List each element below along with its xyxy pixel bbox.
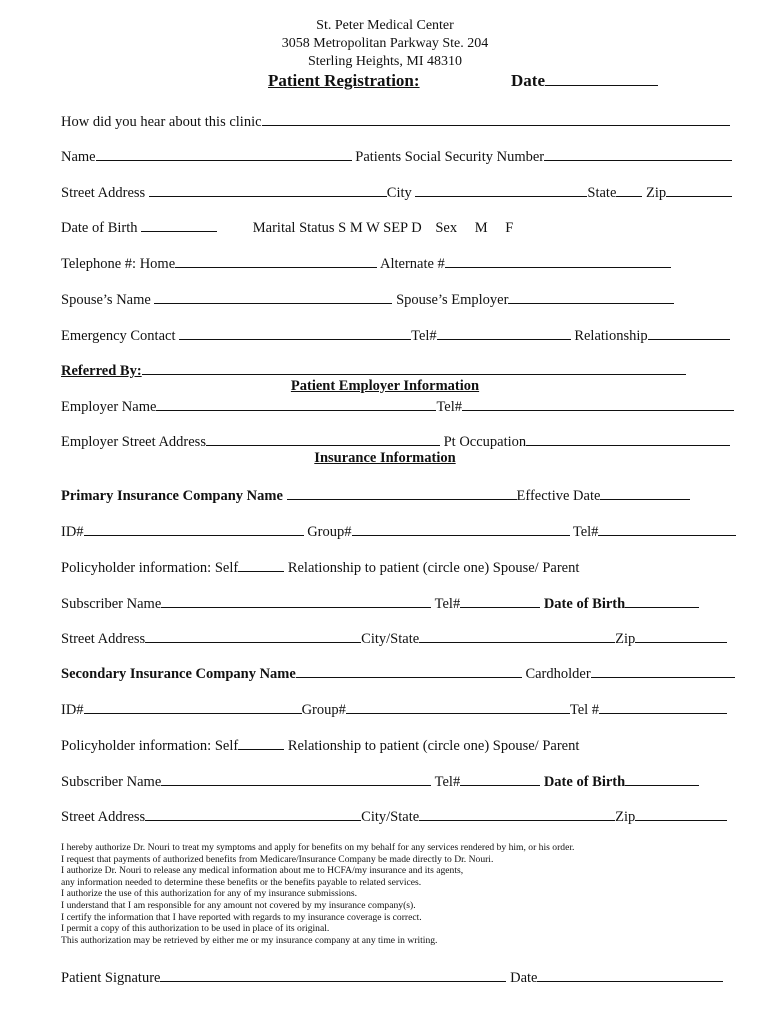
insurance-heading: Insurance Information	[314, 450, 456, 466]
employer-tel-label: Tel#	[436, 399, 462, 415]
primary-policyholder-label: Policyholder information: Self	[61, 560, 239, 576]
telephone-row	[61, 253, 671, 273]
tel-home-field[interactable]	[175, 253, 377, 268]
secondary-sub-zip-label: Zip	[615, 809, 636, 825]
primary-sub-dob-label: Date of Birth	[543, 596, 626, 612]
sex-option-f[interactable]: F	[505, 220, 514, 236]
effective-date-label: Effective Date	[516, 488, 601, 504]
form-date-field[interactable]	[545, 71, 658, 86]
employer-street-label: Employer Street Address	[61, 434, 206, 450]
name-label: Name	[61, 149, 96, 165]
signature-field[interactable]	[160, 967, 506, 982]
secondary-sub-tel-field[interactable]	[460, 771, 540, 786]
form-date-label: Date	[511, 71, 545, 90]
secondary-insurance-label: Secondary Insurance Company Name	[61, 666, 296, 682]
referred-row	[61, 360, 686, 380]
secondary-sub-street-field[interactable]	[145, 806, 361, 821]
secondary-relationship-label[interactable]: Relationship to patient (circle one) Spouse/ Parent	[287, 738, 580, 754]
primary-tel-label: Tel#	[572, 524, 599, 540]
primary-relationship-label[interactable]: Relationship to patient (circle one) Spouse/ Parent	[287, 560, 580, 576]
primary-subscriber-field[interactable]	[161, 593, 431, 608]
secondary-sub-dob-field[interactable]	[625, 771, 699, 786]
secondary-id-label: ID#	[61, 702, 84, 718]
primary-group-field[interactable]	[352, 521, 570, 536]
spouse-name-field[interactable]	[154, 289, 392, 304]
primary-id-field[interactable]	[84, 521, 304, 536]
primary-insurance-label: Primary Insurance Company Name	[61, 488, 283, 504]
legal-line: I certify the information that I have reported with regards to my insurance coverage is correct.	[61, 911, 422, 923]
name-row	[61, 146, 732, 166]
relationship-field[interactable]	[648, 325, 730, 340]
employer-name-row	[61, 396, 734, 416]
hear-about-row	[61, 111, 730, 131]
referred-by-field[interactable]	[142, 360, 686, 375]
form-date	[511, 71, 658, 91]
emergency-tel-label: Tel#	[411, 328, 437, 344]
primary-sub-street-field[interactable]	[145, 628, 361, 643]
primary-subscriber-row	[61, 593, 699, 613]
secondary-policyholder-row	[61, 735, 579, 755]
org-address-line2: Sterling Heights, MI 48310	[308, 54, 462, 69]
secondary-id-field[interactable]	[84, 699, 302, 714]
cardholder-label: Cardholder	[525, 666, 591, 682]
marital-status[interactable]: Marital Status S M W SEP D	[252, 220, 422, 236]
secondary-group-label: Group#	[301, 702, 346, 718]
secondary-id-row	[61, 699, 727, 719]
legal-line: I understand that I am responsible for any amount not covered by my insurance company(s).	[61, 899, 416, 911]
alternate-field[interactable]	[445, 253, 671, 268]
secondary-policyholder-label: Policyholder information: Self	[61, 738, 239, 754]
hear-about-label: How did you hear about this clinic	[61, 114, 262, 130]
secondary-tel-label: Tel #	[569, 702, 600, 718]
secondary-sub-zip-field[interactable]	[635, 806, 727, 821]
employer-heading: Patient Employer Information	[290, 378, 480, 394]
ssn-field[interactable]	[544, 146, 732, 161]
dob-label: Date of Birth	[61, 220, 138, 236]
primary-subscriber-label: Subscriber Name	[61, 596, 162, 612]
primary-sub-address-row	[61, 628, 727, 648]
secondary-group-field[interactable]	[346, 699, 570, 714]
legal-line: any information needed to determine these benefits or the benefits payable to related services.	[61, 876, 422, 888]
secondary-sub-address-row	[61, 806, 727, 826]
primary-sub-tel-label: Tel#	[434, 596, 461, 612]
street-field[interactable]	[149, 182, 387, 197]
emergency-field[interactable]	[179, 325, 411, 340]
zip-field[interactable]	[666, 182, 732, 197]
hear-about-field[interactable]	[262, 111, 730, 126]
secondary-sub-dob-label: Date of Birth	[543, 774, 626, 790]
secondary-sub-city-label: City/State	[361, 809, 420, 825]
secondary-subscriber-field[interactable]	[161, 771, 431, 786]
dob-row	[61, 217, 513, 237]
primary-sub-street-label: Street Address	[61, 631, 146, 647]
legal-line: I authorize the use of this authorization for any of my insurance submissions.	[61, 888, 358, 900]
signature-row	[61, 967, 723, 987]
cardholder-field[interactable]	[591, 663, 735, 678]
effective-date-field[interactable]	[600, 485, 690, 500]
address-row	[61, 182, 732, 202]
primary-sub-zip-field[interactable]	[635, 628, 727, 643]
legal-line: I request that payments of authorized benefits from Medicare/Insurance Company be made directly to Dr. Nouri.	[61, 853, 494, 865]
employer-street-field[interactable]	[206, 431, 440, 446]
authorization-text	[61, 842, 761, 946]
org-address-line1: 3058 Metropolitan Parkway Ste. 204	[281, 36, 489, 51]
primary-sub-city-field[interactable]	[419, 628, 615, 643]
secondary-insurance-field[interactable]	[296, 663, 522, 678]
spouse-employer-field[interactable]	[508, 289, 674, 304]
secondary-subscriber-row	[61, 771, 699, 791]
name-field[interactable]	[96, 146, 352, 161]
primary-tel-field[interactable]	[598, 521, 736, 536]
primary-id-row	[61, 521, 736, 541]
spouse-employer-label: Spouse’s Employer	[396, 292, 509, 308]
sex-label: Sex	[435, 220, 458, 236]
employer-address-row	[61, 431, 730, 451]
signature-label: Patient Signature	[61, 970, 161, 986]
sex-option-m[interactable]: M	[474, 220, 488, 236]
signature-date-field[interactable]	[537, 967, 723, 982]
secondary-subscriber-label: Subscriber Name	[61, 774, 162, 790]
tel-home-label: Telephone #: Home	[61, 256, 176, 272]
referred-by-label: Referred By:	[61, 363, 142, 379]
legal-line: I authorize Dr. Nouri to release any medical information about me to HCFA/my insurance and its agents,	[61, 865, 464, 877]
secondary-self-field[interactable]	[238, 735, 284, 750]
emergency-row	[61, 325, 730, 345]
primary-id-label: ID#	[61, 524, 84, 540]
employer-name-field[interactable]	[156, 396, 436, 411]
occupation-label: Pt Occupation	[443, 434, 527, 450]
spouse-row	[61, 289, 674, 309]
city-field[interactable]	[415, 182, 587, 197]
primary-sub-tel-field[interactable]	[460, 593, 540, 608]
legal-line: I hereby authorize Dr. Nouri to treat my symptoms and apply for benefits on my behalf for any services rendered by him, or his order.	[61, 842, 575, 853]
legal-line: I permit a copy of this authorization to be used in place of its original.	[61, 923, 330, 935]
primary-policyholder-row	[61, 557, 579, 577]
spouse-name-label: Spouse’s Name	[61, 292, 151, 308]
employer-tel-field[interactable]	[462, 396, 734, 411]
secondary-insurance-row	[61, 663, 735, 683]
emergency-tel-field[interactable]	[437, 325, 571, 340]
occupation-field[interactable]	[526, 431, 730, 446]
secondary-sub-city-field[interactable]	[419, 806, 615, 821]
dob-field[interactable]	[141, 217, 217, 232]
zip-label: Zip	[646, 185, 667, 201]
primary-insurance-row	[61, 485, 690, 505]
primary-sub-city-label: City/State	[361, 631, 420, 647]
form-title: Patient Registration:	[268, 71, 420, 90]
secondary-tel-field[interactable]	[599, 699, 727, 714]
city-label: City	[386, 185, 412, 201]
legal-line: This authorization may be retrieved by either me or my insurance company at any time in writing.	[61, 934, 438, 946]
secondary-sub-street-label: Street Address	[61, 809, 146, 825]
state-label: State	[587, 185, 617, 201]
title-row	[0, 71, 770, 93]
secondary-sub-tel-label: Tel#	[434, 774, 461, 790]
primary-sub-dob-field[interactable]	[625, 593, 699, 608]
alternate-label: Alternate #	[379, 256, 445, 272]
primary-group-label: Group#	[307, 524, 352, 540]
org-name: St. Peter Medical Center	[316, 18, 454, 33]
state-field[interactable]	[616, 182, 642, 197]
signature-date-label: Date	[510, 970, 538, 986]
employer-name-label: Employer Name	[61, 399, 157, 415]
primary-sub-zip-label: Zip	[615, 631, 636, 647]
street-label: Street Address	[61, 185, 146, 201]
relationship-label: Relationship	[574, 328, 648, 344]
primary-self-field[interactable]	[238, 557, 284, 572]
ssn-label: Patients Social Security Number	[355, 149, 545, 165]
emergency-label: Emergency Contact	[61, 328, 176, 344]
primary-insurance-field[interactable]	[287, 485, 517, 500]
